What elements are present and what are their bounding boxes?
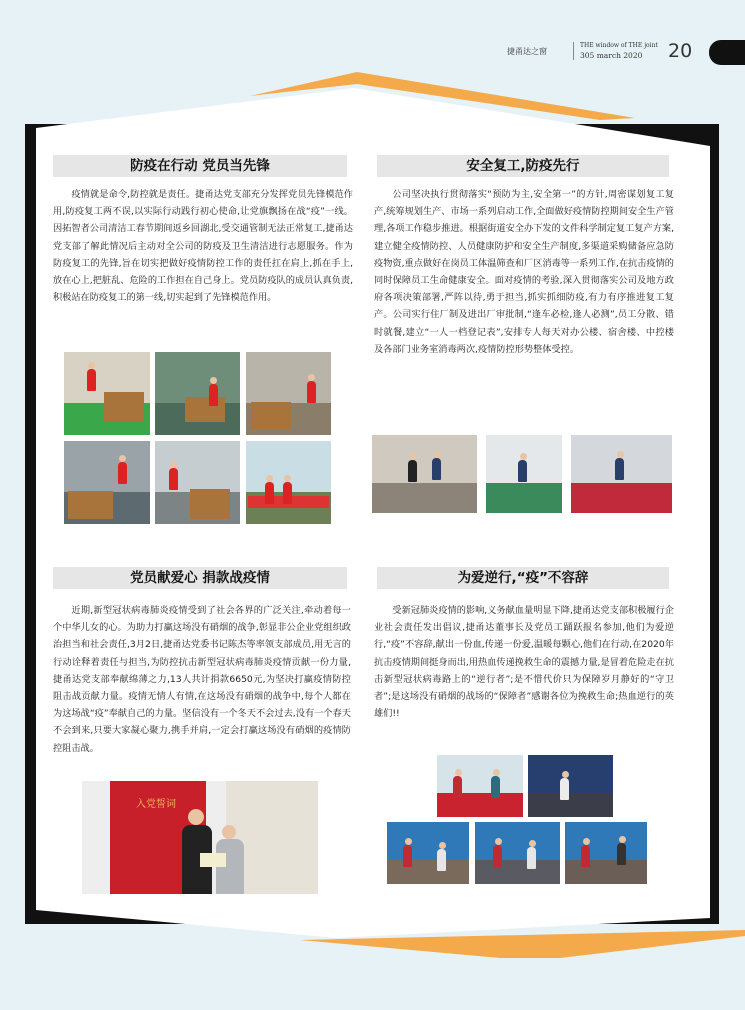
photo-blood-donation-5	[565, 822, 647, 884]
photo-blood-donation-1	[437, 755, 523, 817]
section-4-body: 受新冠肺炎疫情的影响,义务献血量明显下降,捷甬达党支部积极履行企业社会责任发出倡议,捷甬达董事长及党员工踊跃报名参加,他们为爱逆行,“疫”不容辞,献出一份血,传递一份爱,温暖每颗心,他们在行动,在2020年抗击疫情期间挺身而出,用热血传递挽救生命的震撼力量,是冒着危险走在抗击新型冠状病毒路上的“逆行者”;是不惜代价只为保障岁月静好的“守卫者”;是这场没有硝烟的战场的“保障者”感谢各位为挽救生命;热血逆行的英雄们!!	[374, 605, 674, 720]
page-number: 20	[668, 40, 693, 62]
section-4-title: 为爱逆行,“疫”不容辞	[377, 567, 669, 589]
donation-banner-text: 入党誓词	[136, 799, 176, 810]
section-3-title: 党员献爱心 捐款战疫情	[53, 567, 347, 589]
photo-cleaning-5	[155, 441, 240, 524]
photo-cleaning-2	[155, 352, 240, 435]
photo-cleaning-4	[64, 441, 150, 524]
photo-blood-donation-2	[528, 755, 613, 817]
photo-registration-desk	[571, 435, 672, 513]
photo-donation-ceremony	[82, 781, 318, 894]
section-1-body: 疫情就是命令,防控就是责任。捷甬达党支部充分发挥党员先锋模范作用,防疫复工两不误,以实际行动践行初心使命,让党旗飘扬在战“疫”一线。因拓智者公司清洁工春节期间返乡回湖北,受交通管制无法正常复工,捷甬达党支部了解此情况后主动对全公司的防疫及卫生清洁进行志愿服务。作为防疫复工的先锋,旨在切实把做好疫情防控工作的责任扛在肩上,抓在手上,放在心上,把脏乱、危险的工作担在自己身上。党员防疫队的成员认真负责,积极站在防疫复工的第一线,切实起到了先锋模范作用。	[53, 189, 353, 304]
magazine-name: 捷甬达之窗	[507, 47, 547, 56]
section-2-body: 公司坚决执行贯彻落实“预防为主,安全第一”的方针,周密谋划复工复产,统筹规划生产、市场一系列启动工作,全面做好疫情防控期间安全生产管理,各项工作稳步推进。根据街道安全办下发的文件科学制定复工复产方案,建立健全疫情防控、人员健康防护和安全生产制度,多渠道采购储备应急防疫物资,重点做好在岗员工体温筛查和厂区消毒等一系列工作,在抗击疫情的同时保障员工生命健康安全。面对疫情的考验,深入贯彻落实公司及地方政府各项决策部署,严阵以待,勇于担当,抓实抓细防疫,有力有序推进复工复产。公司实行住厂制及进出厂审批制,“逢车必检,逢人必测”,员工分散、错时就餐,建立“一人一档登记表”,安排专人每天对办公楼、宿舍楼、中控楼及各部门业务室消毒两次,疫情防控形势整体受控。	[374, 189, 674, 355]
photo-temperature-check	[372, 435, 477, 513]
photo-blood-donation-3	[387, 822, 469, 884]
section-2-title: 安全复工,防疫先行	[377, 155, 669, 177]
photo-blood-donation-4	[475, 822, 560, 884]
photo-cleaning-3	[246, 352, 331, 435]
issue-line-2: 305 march 2020	[580, 51, 643, 60]
photo-cleaning-1	[64, 352, 150, 435]
photo-disinfection	[486, 435, 562, 513]
issue-line-1: THE window of THE joint	[580, 42, 658, 49]
section-1-title: 防疫在行动 党员当先锋	[53, 155, 347, 177]
photo-cleaning-6	[246, 441, 331, 524]
section-3-body: 近期,新型冠状病毒肺炎疫情受到了社会各界的广泛关注,牵动着每一个中华儿女的心。为助力打赢这场没有硝烟的战争,彰显非公企业党组织政治担当和社会责任,3月2日,捷甬达党委书记陈杰等率领支部成员,用无言的行动诠释着责任与担当,为防控抗击新型冠状病毒肺炎疫情贡献一份力量,捷甬达党支部奉献绵薄之力,13人共计捐款6650元,为坚决打赢疫情防控阻击战贡献力量。疫情无情人有情,在这场没有硝烟的战争中,每个人都在为这场战“疫”奉献自己的力量。坚信没有一个冬天不会过去,没有一个春天不会到来,只要大家凝心聚力,携手并肩,一定会打赢这场没有硝烟的疫情防控阻击战。	[53, 605, 351, 754]
